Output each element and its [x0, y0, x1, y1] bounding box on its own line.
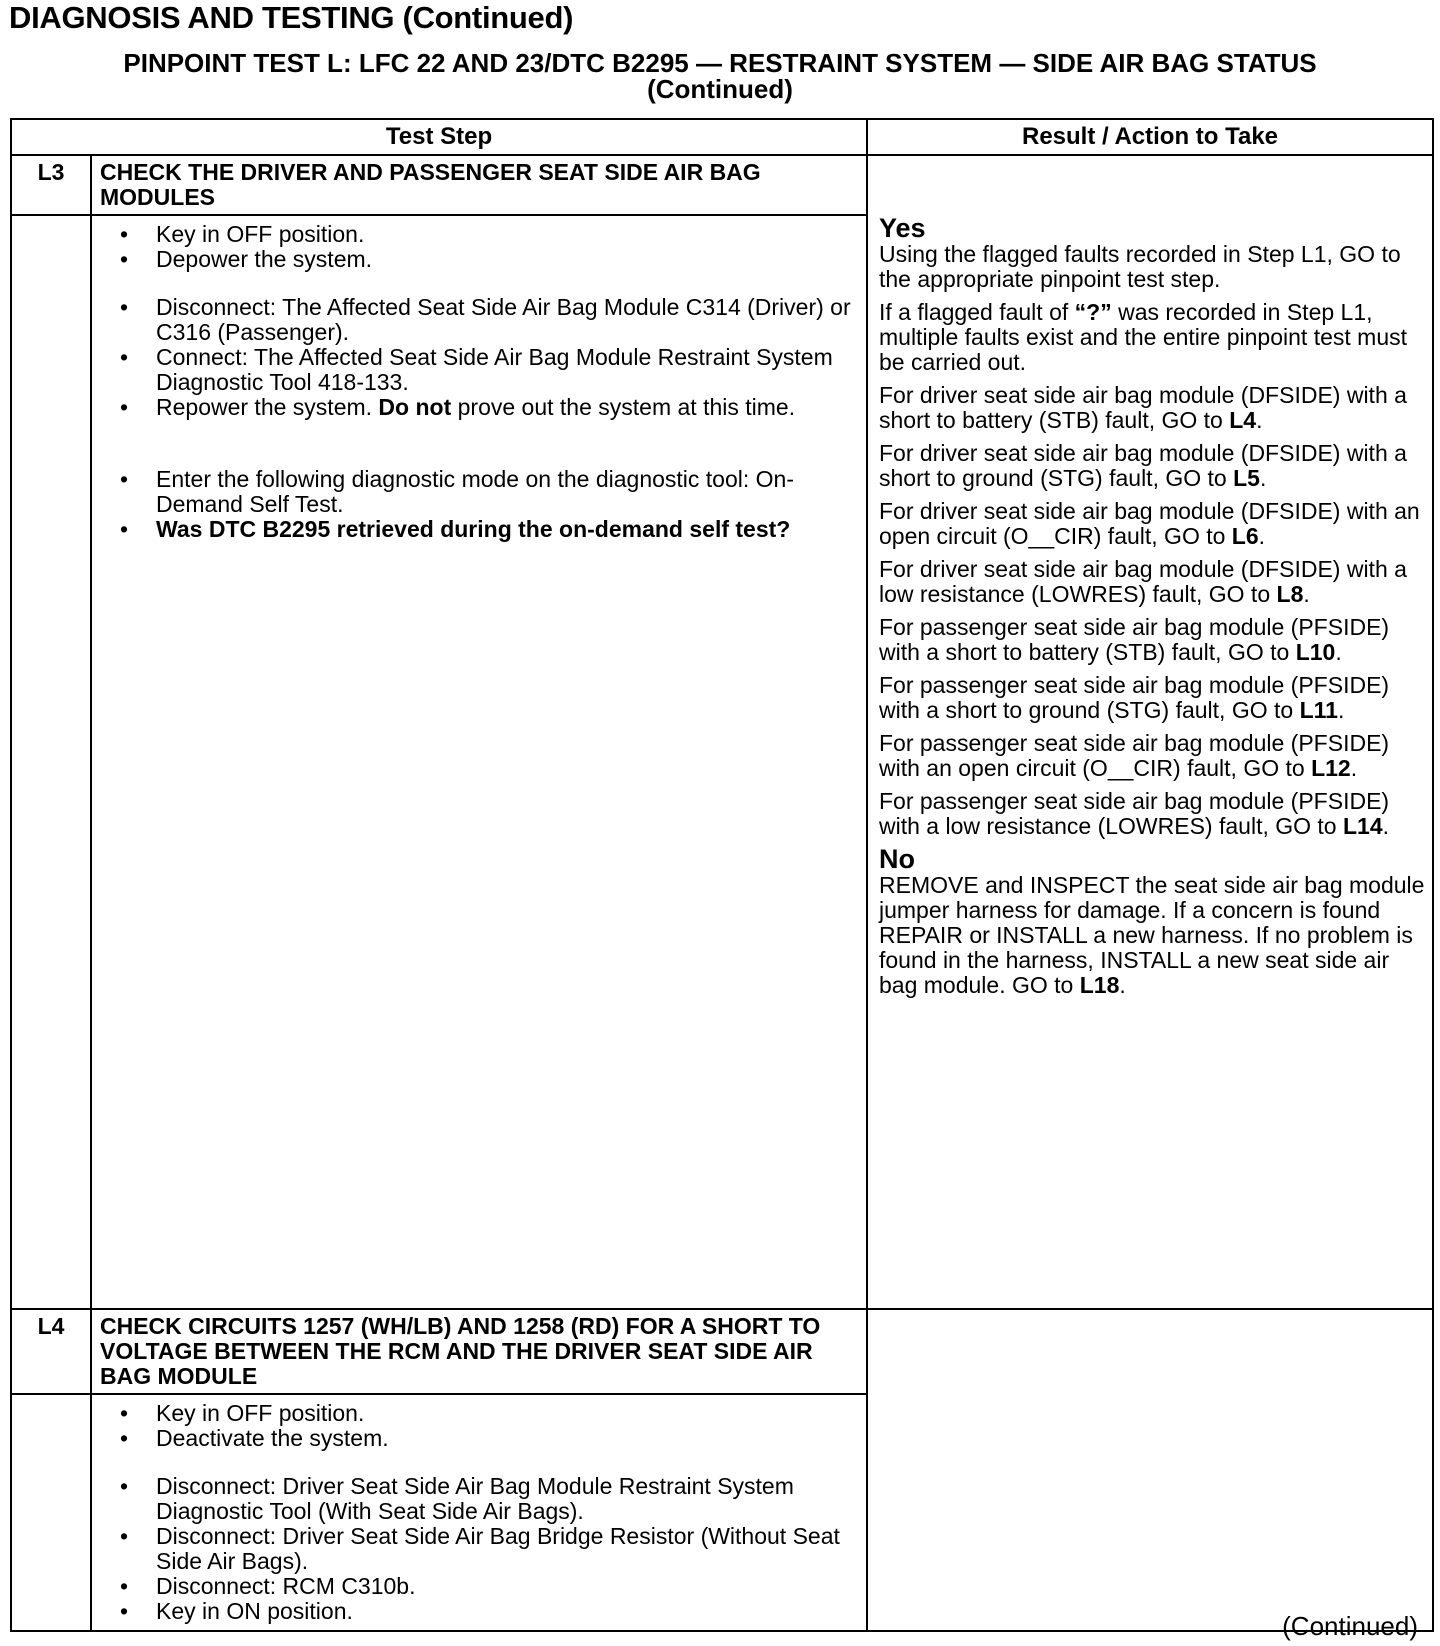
- result-item: For driver seat side air bag module (DFSIDE) with an open circuit (O__CIR) fault, GO to L6.: [879, 498, 1420, 549]
- action-item: • Key in OFF position.: [120, 1401, 866, 1426]
- pinpoint-test-title-line2: (Continued): [647, 74, 793, 104]
- action-item: • Key in OFF position.: [120, 222, 866, 247]
- step-id: L4: [11, 1309, 91, 1394]
- result-cell-l3: [867, 155, 1433, 1309]
- continued-footer: (Continued): [1282, 1611, 1418, 1641]
- action-item: • Repower the system. Do not prove out the system at this time.: [120, 395, 866, 420]
- action-item: • Enter the following diagnostic mode on the diagnostic tool: On-Demand Self Test.: [120, 467, 866, 517]
- result-item: REMOVE and INSPECT the seat side air bag module jumper harness for damage. If a concern is found REPAIR or INSTALL a new harness. If no problem is found in the harness, INSTALL a new seat side air bag module. GO to L18.: [879, 872, 1425, 998]
- action-item: • Key in ON position.: [120, 1599, 866, 1624]
- result-no-label: No: [879, 844, 915, 874]
- step-id: L3: [11, 155, 91, 215]
- result-item: For passenger seat side air bag module (PFSIDE) with a short to battery (STB) fault, GO to L10.: [879, 614, 1390, 665]
- pinpoint-test-title-line1: PINPOINT TEST L: LFC 22 AND 23/DTC B2295 — RESTRAINT SYSTEM — SIDE AIR BAG STATUS: [123, 48, 1317, 78]
- step-actions: [91, 215, 867, 1309]
- action-item: • Deactivate the system.: [120, 1426, 866, 1451]
- step-row-l4-heading: [11, 1309, 1433, 1394]
- pinpoint-test-title: [0, 50, 1440, 102]
- result-item: For passenger seat side air bag module (PFSIDE) with a low resistance (LOWRES) fault, GO to L14.: [879, 788, 1390, 839]
- step-id-spacer: [11, 215, 91, 1309]
- action-item: • Disconnect: Driver Seat Side Air Bag Module Restraint System Diagnostic Tool (With Seat Side Air Bags).: [120, 1474, 866, 1524]
- result-item: Using the flagged faults recorded in Step L1, GO to the appropriate pinpoint test step.: [879, 241, 1401, 292]
- step-heading: CHECK THE DRIVER AND PASSENGER SEAT SIDE AIR BAG MODULES: [91, 155, 867, 215]
- action-item: • Disconnect: The Affected Seat Side Air Bag Module C314 (Driver) or C316 (Passenger).: [120, 295, 866, 345]
- step-id-spacer: [11, 1394, 91, 1631]
- action-item: • Depower the system.: [120, 247, 866, 272]
- step-heading: CHECK CIRCUITS 1257 (WH/LB) AND 1258 (RD) FOR A SHORT TO VOLTAGE BETWEEN THE RCM AND THE DRIVER SEAT SIDE AIR BAG MODULE: [91, 1309, 867, 1394]
- result-item: For driver seat side air bag module (DFSIDE) with a low resistance (LOWRES) fault, GO to L8.: [879, 556, 1407, 607]
- step-row-l3-heading: [11, 155, 1433, 215]
- table-header-row: [11, 119, 1433, 155]
- result-item: If a flagged fault of “?” was recorded in Step L1, multiple faults exist and the entire pinpoint test must be carried out.: [879, 299, 1408, 375]
- column-header-test-step: Test Step: [11, 119, 867, 155]
- result-item: For passenger seat side air bag module (PFSIDE) with an open circuit (O__CIR) fault, GO to L12.: [879, 730, 1390, 781]
- result-cell-l4: [867, 1309, 1433, 1631]
- result-item: For driver seat side air bag module (DFSIDE) with a short to battery (STB) fault, GO to L4.: [879, 382, 1407, 433]
- result-item: For driver seat side air bag module (DFSIDE) with a short to ground (STG) fault, GO to L5.: [879, 440, 1407, 491]
- pinpoint-test-table: [10, 118, 1434, 1632]
- column-header-result: Result / Action to Take: [867, 119, 1433, 155]
- step-actions: [91, 1394, 867, 1631]
- page-title: DIAGNOSIS AND TESTING (Continued): [9, 0, 574, 35]
- action-item: • Was DTC B2295 retrieved during the on-demand self test?: [120, 517, 866, 542]
- action-item: • Disconnect: RCM C310b.: [120, 1574, 866, 1599]
- result-yes-label: Yes: [879, 213, 926, 243]
- action-item: • Connect: The Affected Seat Side Air Bag Module Restraint System Diagnostic Tool 418-133.: [120, 345, 866, 395]
- action-item: • Disconnect: Driver Seat Side Air Bag Bridge Resistor (Without Seat Side Air Bags).: [120, 1524, 866, 1574]
- result-item: For passenger seat side air bag module (PFSIDE) with a short to ground (STG) fault, GO to L11.: [879, 672, 1390, 723]
